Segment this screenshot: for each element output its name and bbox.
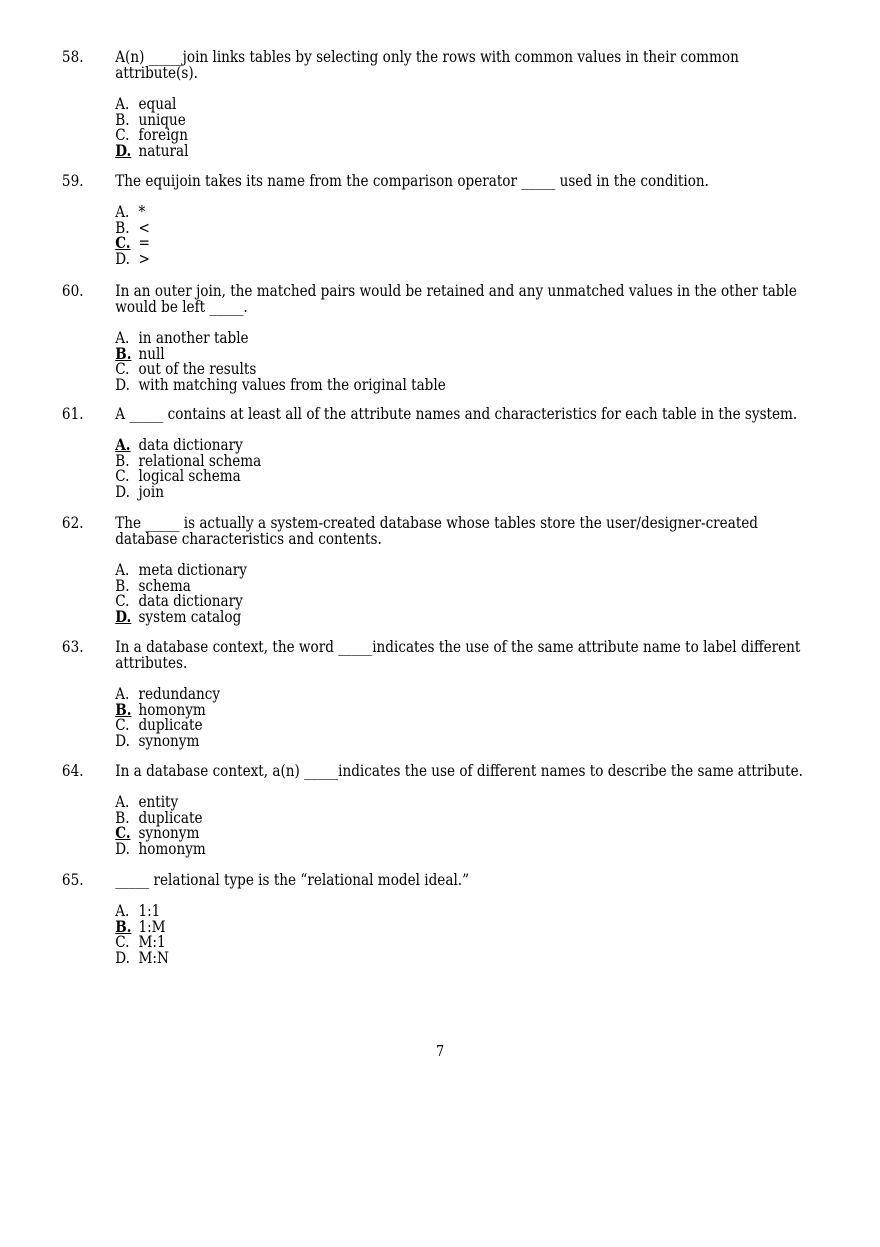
option-text: foreign <box>138 125 189 145</box>
answer-options <box>115 437 815 499</box>
option-text: join <box>138 481 164 501</box>
option-text: synonym <box>138 823 200 843</box>
option-letter: A. <box>115 94 130 113</box>
option-text: M:1 <box>138 932 166 952</box>
option-letter: D. <box>115 481 130 501</box>
correct-answer-letter: B. <box>115 699 132 719</box>
question-number: 63. <box>61 637 84 656</box>
question <box>62 763 815 856</box>
option-text: > <box>138 248 150 268</box>
answer-options <box>115 204 815 266</box>
option-letter: C. <box>115 715 130 735</box>
question-text: The equijoin takes its name from the comparison operator _____ used in the condition. <box>115 171 709 190</box>
option-letter: A. <box>115 901 130 920</box>
answer-option <box>115 235 815 251</box>
option-text: data dictionary <box>138 435 243 454</box>
question <box>62 515 815 624</box>
answer-option <box>115 127 815 143</box>
question-text: In a database context, a(n) _____indicates the use of different names to describe the same attribute. <box>115 761 803 780</box>
option-letter: A. <box>115 328 130 347</box>
answer-option <box>115 204 815 220</box>
option-letter: D. <box>115 947 130 967</box>
option-text: unique <box>138 109 186 129</box>
option-text: logical schema <box>138 466 241 486</box>
answer-option <box>115 468 815 484</box>
option-letter: C. <box>115 932 130 952</box>
option-letter: C. <box>115 591 130 611</box>
question <box>62 406 815 499</box>
option-letter: D. <box>115 248 130 268</box>
option-letter: B. <box>115 217 130 237</box>
question-number: 60. <box>61 281 84 300</box>
answer-option <box>115 916 815 936</box>
option-letter: C. <box>115 125 130 145</box>
answer-options <box>115 562 815 624</box>
correct-answer-letter: A. <box>115 435 131 454</box>
option-text: synonym <box>138 730 200 750</box>
option-letter: B. <box>115 109 130 129</box>
question-text: The _____ is actually a system-created database whose tables store the user/designer-created database characteristics and contents. <box>115 513 759 548</box>
option-letter: C. <box>115 359 130 379</box>
question-text: A(n) _____join links tables by selecting only the rows with common values in their common attribute(s). <box>115 47 739 82</box>
option-text: system catalog <box>138 606 242 626</box>
answer-option <box>115 825 815 841</box>
question-number: 64. <box>61 761 84 780</box>
answer-option <box>115 947 815 967</box>
answer-option <box>115 934 815 950</box>
option-letter: B. <box>115 575 130 595</box>
option-letter: D. <box>115 374 130 394</box>
answer-option <box>115 374 815 394</box>
answer-options <box>115 686 815 748</box>
option-text: meta dictionary <box>138 560 247 579</box>
answer-option <box>115 140 815 160</box>
question-text: In a database context, the word _____indicates the use of the same attribute name to label different attributes. <box>115 637 801 672</box>
option-letter: D. <box>115 838 130 858</box>
correct-answer-letter: C. <box>115 823 131 843</box>
correct-answer-letter: B. <box>115 916 132 936</box>
option-text: equal <box>138 94 177 113</box>
answer-option <box>115 807 815 827</box>
question-number: 61. <box>61 404 84 423</box>
answer-option <box>115 481 815 501</box>
correct-answer-letter: D. <box>115 140 132 160</box>
option-text: duplicate <box>138 807 203 827</box>
question <box>62 283 815 392</box>
answer-option <box>115 838 815 858</box>
option-text: in another table <box>138 328 249 347</box>
correct-answer-letter: D. <box>115 606 132 626</box>
answer-option <box>115 606 815 626</box>
answer-option <box>115 109 815 129</box>
option-text: relational schema <box>138 450 262 470</box>
option-text: homonym <box>138 838 206 858</box>
question <box>62 872 815 965</box>
page-number: 7 <box>436 1042 445 1060</box>
answer-option <box>115 699 815 719</box>
answer-option <box>115 217 815 237</box>
option-letter: B. <box>115 450 130 470</box>
answer-option <box>115 330 815 346</box>
correct-answer-letter: B. <box>115 343 132 363</box>
answer-option <box>115 562 815 578</box>
option-text: < <box>138 217 150 237</box>
question-number: 62. <box>61 513 84 532</box>
answer-options <box>115 96 815 158</box>
option-text: null <box>138 343 165 363</box>
answer-option <box>115 96 815 112</box>
answer-option <box>115 248 815 268</box>
question <box>62 49 815 158</box>
option-text: * <box>138 202 146 221</box>
question-text: In an outer join, the matched pairs would be retained and any unmatched values in the other table would be left _____. <box>115 281 797 316</box>
option-letter: B. <box>115 807 130 827</box>
option-letter: A. <box>115 684 130 703</box>
correct-answer-letter: C. <box>115 233 131 253</box>
option-letter: D. <box>115 730 130 750</box>
option-letter: A. <box>115 560 130 579</box>
answer-option <box>115 794 815 810</box>
option-text: entity <box>138 792 179 811</box>
question <box>62 173 815 266</box>
option-text: 1:M <box>138 916 166 936</box>
option-text: M:N <box>138 947 169 967</box>
option-letter: A. <box>115 202 130 221</box>
question-text: A _____ contains at least all of the attribute names and characteristics for each table in the system. <box>115 404 798 423</box>
question-number: 65. <box>61 870 84 889</box>
option-letter: A. <box>115 792 130 811</box>
option-text: data dictionary <box>138 591 243 611</box>
answer-option <box>115 717 815 733</box>
answer-options <box>115 903 815 965</box>
option-text: schema <box>138 575 191 595</box>
answer-option <box>115 903 815 919</box>
question-number: 58. <box>61 47 84 66</box>
answer-options <box>115 330 815 392</box>
question-number: 59. <box>61 171 84 190</box>
question-text: _____ relational type is the “relational model ideal.” <box>115 870 470 889</box>
option-text: natural <box>138 140 189 160</box>
answer-options <box>115 794 815 856</box>
answer-option <box>115 730 815 750</box>
option-text: 1:1 <box>138 901 161 920</box>
option-text: redundancy <box>138 684 221 703</box>
option-text: duplicate <box>138 715 203 735</box>
option-text: out of the results <box>138 359 257 379</box>
option-text: homonym <box>138 699 206 719</box>
option-text: with matching values from the original table <box>138 374 446 394</box>
option-letter: C. <box>115 466 130 486</box>
question <box>62 639 815 748</box>
option-text: = <box>138 233 150 253</box>
answer-option <box>115 686 815 702</box>
